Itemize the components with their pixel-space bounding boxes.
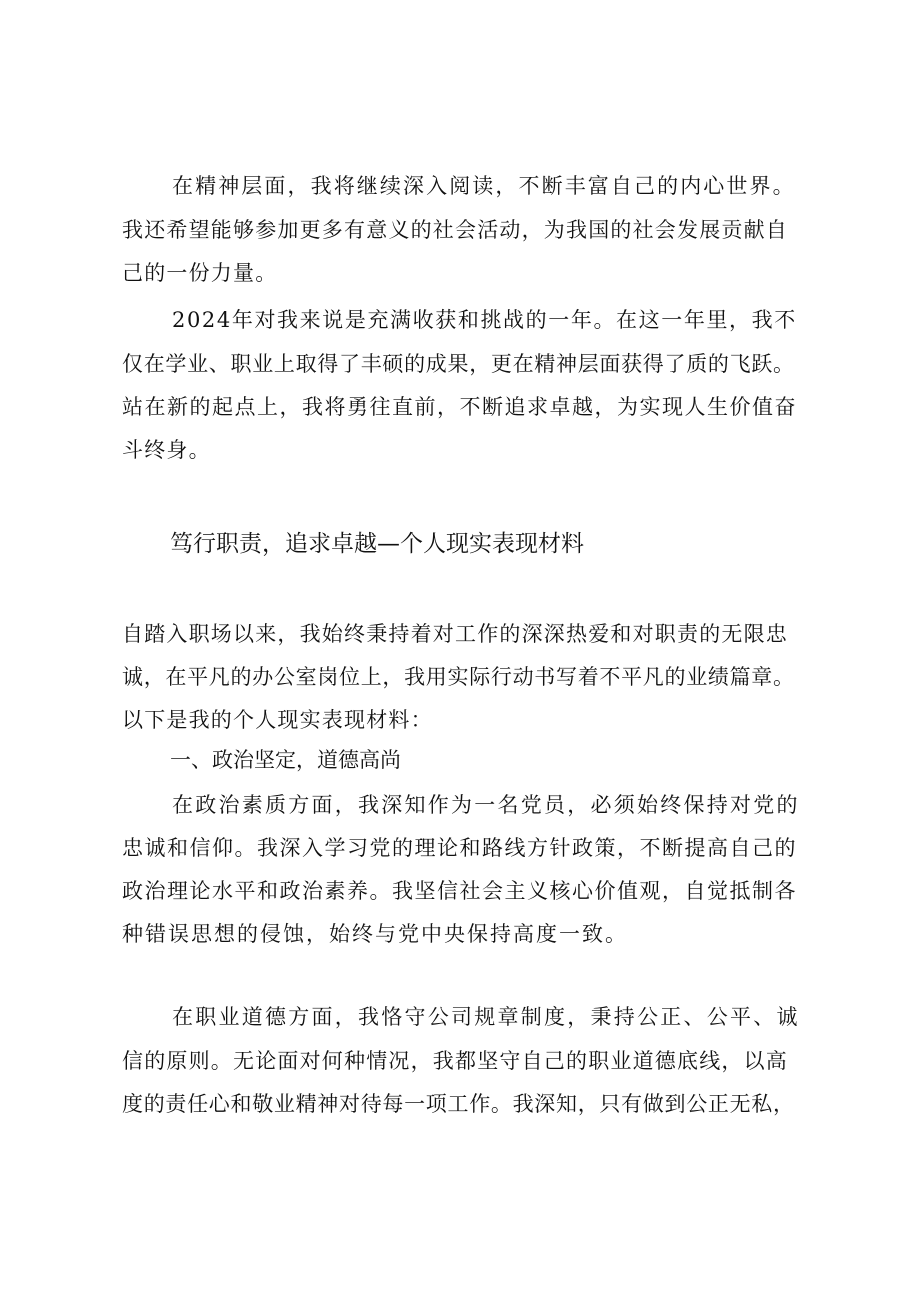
paragraph-1-line-2: 我还希望能够参加更多有意义的社会活动，为我国的社会发展贡献自 xyxy=(122,218,788,242)
paragraph-3-line-2: 忠诚和信仰。我深入学习党的理论和路线方针政策，不断提高自己的 xyxy=(122,836,797,860)
paragraph-1-line-1: 在精神层面，我将继续深入阅读，不断丰富自己的内心世界。 xyxy=(172,174,796,198)
paragraph-4-line-2: 信的原则。无论面对何种情况，我都坚守自己的职业道德底线，以高 xyxy=(122,1049,788,1073)
intro-line-1: 自踏入职场以来，我始终秉持着对工作的深深热爱和对职责的无限忠 xyxy=(122,622,788,646)
paragraph-2-line-1: 2024年对我来说是充满收获和挑战的一年。在这一年里，我不 xyxy=(172,308,797,332)
paragraph-2-line-4: 斗终身。 xyxy=(122,438,211,462)
intro-line-2: 诚，在平凡的办公室岗位上，我用实际行动书写着不平凡的业绩篇章。 xyxy=(122,665,795,689)
paragraph-3-line-1: 在政治素质方面，我深知作为一名党员，必须始终保持对党的 xyxy=(172,793,800,817)
paragraph-1-line-3: 己的一份力量。 xyxy=(122,261,278,285)
intro-line-3: 以下是我的个人现实表现材料： xyxy=(122,708,433,732)
paragraph-2-line-2: 仅在学业、职业上取得了丰硕的成果，更在精神层面获得了质的飞跃。 xyxy=(122,352,795,376)
paragraph-4-line-1: 在职业道德方面，我恪守公司规章制度，秉持公正、公平、诚 xyxy=(172,1005,800,1029)
article-title: 笃行职责，追求卓越—个人现实表现材料 xyxy=(170,531,584,557)
paragraph-3-line-4: 种错误思想的侵蚀，始终与党中央保持高度一致。 xyxy=(122,922,628,946)
paragraph-4-line-3: 度的责任心和敬业精神对待每一项工作。我深知，只有做到公正无私， xyxy=(122,1092,795,1116)
paragraph-2-line-3: 站在新的起点上，我将勇往直前，不断追求卓越，为实现人生价值奋 xyxy=(122,395,797,419)
paragraph-3-line-3: 政治理论水平和政治素养。我坚信社会主义核心价值观，自觉抵制各 xyxy=(122,879,797,903)
section-1-title: 一、政治坚定，道德高尚 xyxy=(170,748,401,772)
